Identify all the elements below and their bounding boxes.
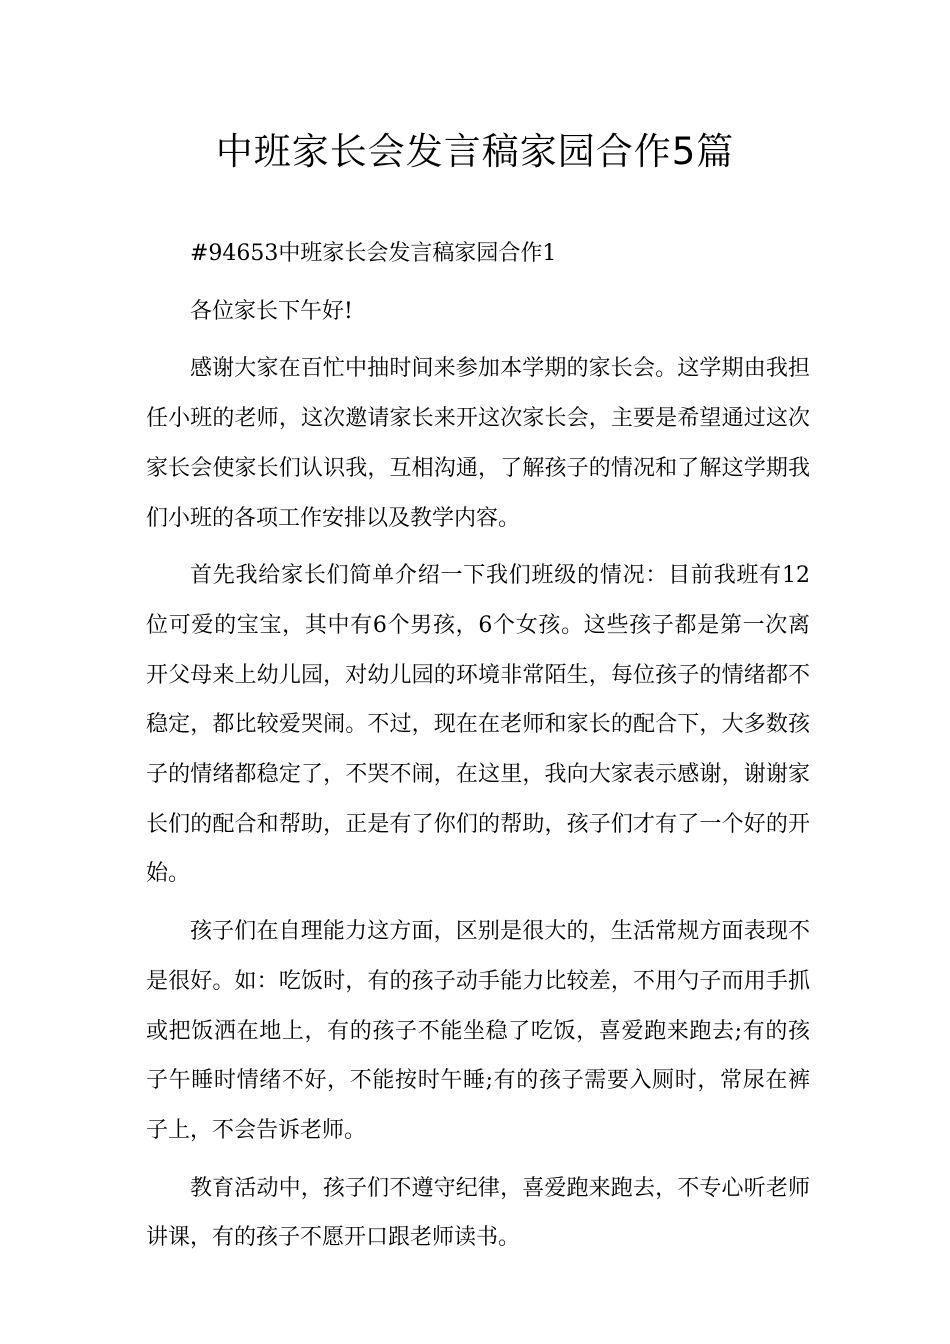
- doc-paragraph: 首先我给家长们简单介绍一下我们班级的情况：目前我班有12位可爱的宝宝，其中有6个男孩，6个女孩。这些孩子都是第一次离开父母来上幼儿园，对幼儿园的环境非常陌生，每位孩子的情绪都不稳定，都比较爱哭闹。不过，现在在老师和家长的配合下，大多数孩子的情绪都稳定了，不哭不闹，在这里，我向大家表示感谢，谢谢家长们的配合和帮助，正是有了你们的帮助，孩子们才有了一个好的开始。: [146, 563, 810, 887]
- doc-paragraph: 教育活动中，孩子们不遵守纪律，喜爱跑来跑去，不专心听老师讲课，有的孩子不愿开口跟老师读书。: [146, 1175, 810, 1251]
- document-title: 中班家长会发言稿家园合作5篇: [215, 130, 735, 173]
- doc-paragraph-greeting: 各位家长下午好!: [190, 298, 353, 324]
- doc-paragraph: 感谢大家在百忙中抽时间来参加本学期的家长会。这学期由我担任小班的老师，这次邀请家长来开这次家长会，主要是希望通过这次家长会使家长们认识我，互相沟通，了解孩子的情况和了解这学期我们小班的各项工作安排以及教学内容。: [146, 356, 810, 531]
- doc-paragraph: 孩子们在自理能力这方面，区别是很大的，生活常规方面表现不是很好。如：吃饭时，有的孩子动手能力比较差，不用勺子而用手抓或把饭洒在地上，有的孩子不能坐稳了吃饭，喜爱跑来跑去;有的孩子午睡时情绪不好，不能按时午睡;有的孩子需要入厕时，常尿在裤子上，不会告诉老师。: [146, 919, 810, 1143]
- document-body: [146, 229, 810, 1263]
- doc-paragraph-heading: #94653中班家长会发言稿家园合作1: [190, 241, 557, 266]
